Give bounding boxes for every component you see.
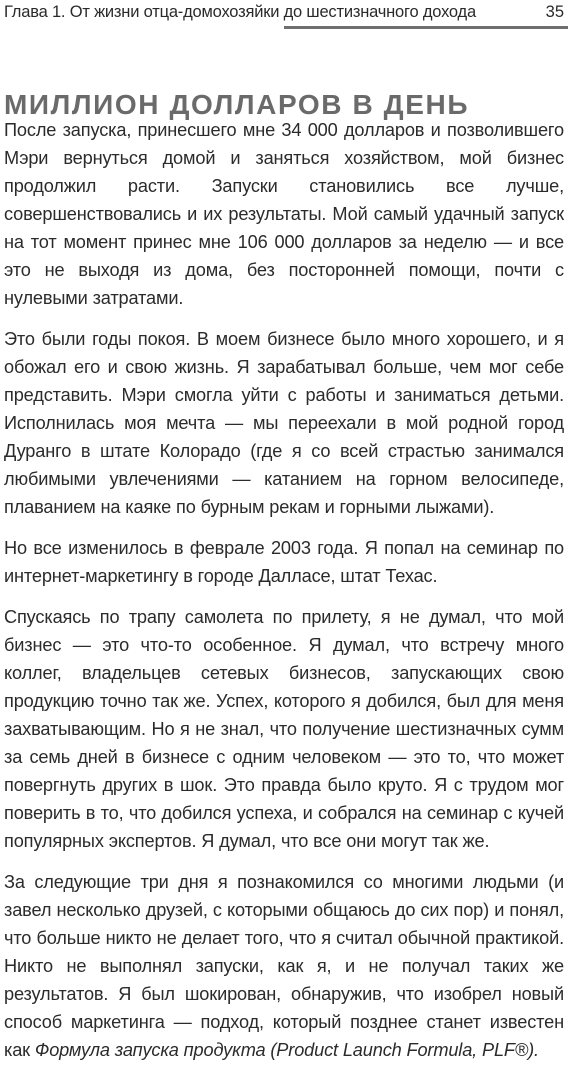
paragraph-5: [4, 868, 564, 1064]
page-number: 35: [545, 3, 564, 21]
paragraph-2: Это были годы покоя. В моем бизнесе было много хорошего, и я обожал его и свою жизнь. Я зарабатывал больше, чем мог себе представить. Мэри смогла уйти с работы и заниматься детьми. Исполнилась моя мечта — мы переехали в мой родной город Дуранго в штате Колорадо (где я со всей страстью занимался любимыми увлечениями — катанием на горном велосипеде, плаванием на каяке по бурным рекам и горными лыжами).: [4, 329, 564, 517]
paragraph-3: Но все изменилось в феврале 2003 года. Я попал на семинар по интернет-маркетингу в городе Далласе, штат Техас.: [4, 538, 564, 586]
paragraph-5-text: За следующие три дня я познакомился со многими людьми (и завел несколько друзей, с которыми общаюсь до сих пор) и понял, что больше никто не делает того, что я считал обычной практикой. Никто не выполнял запуски, как я, и не получал таких же результатов. Я был шокирован, обнаружив, что изобрел новый способ маркетинга — подход, который позднее станет известен как: [4, 872, 564, 1060]
paragraph-1: После запуска, принесшего мне 34 000 долларов и позволившего Мэри вернуться домой и заняться хозяйством, мой бизнес продолжил расти. Запуски становились все лучше, совершенствовались и их результаты. Мой самый удачный запуск на тот момент принес мне 106 000 долларов за неделю — и все это не выходя из дома, без посторонней помощи, почти с нулевыми затратами.: [4, 120, 564, 308]
paragraph-4: Спускаясь по трапу самолета по прилету, я не думал, что мой бизнес — это что-то особенное. Я думал, что встречу много коллег, владельцев сетевых бизнесов, запускающих свою продукцию точно так же. Успех, которого я добился, был для меня захватывающим. Но я не знал, что получение шестизначных сумм за семь дней в бизнесе с одним человеком — это то, что может повергнуть других в шок. Это правда было круто. Я с трудом мог поверить в то, что добился успеха, и собрался на семинар с кучей популярных экспертов. Я думал, что все они могут так же.: [4, 607, 564, 851]
running-header: [4, 0, 564, 30]
header-rule: [284, 26, 568, 29]
section-title: МИЛЛИОН ДОЛЛАРОВ В ДЕНЬ: [4, 88, 470, 120]
chapter-title: Глава 1. От жизни отца-домохозяйки до шестизначного дохода: [4, 3, 476, 21]
book-title-emphasis: Формула запуска продукта (Product Launch Formula, PLF®).: [34, 1040, 539, 1060]
body-text: [4, 116, 564, 1077]
